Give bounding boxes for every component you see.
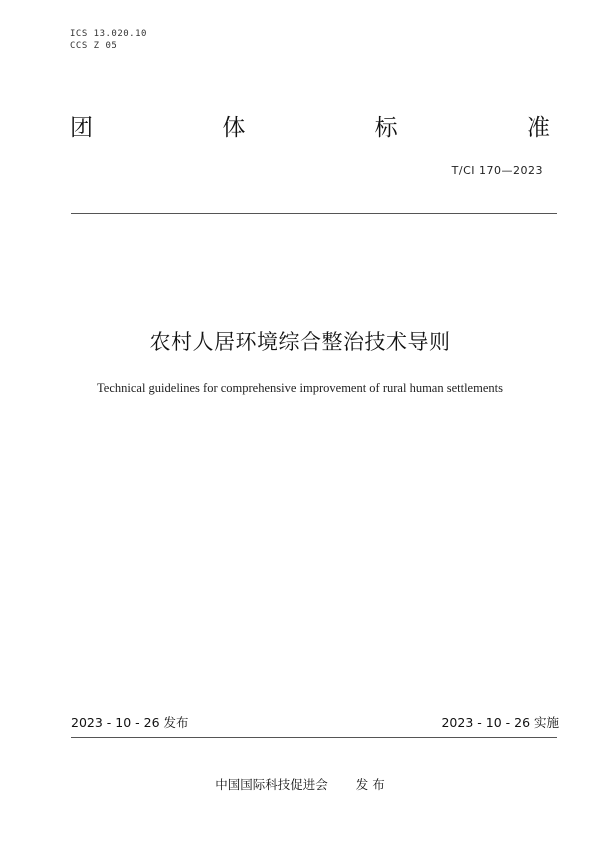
publisher-action: 发 布: [355, 777, 385, 792]
footer-divider: [71, 737, 557, 738]
standard-type-heading: [70, 112, 550, 144]
publisher-name: 中国国际科技促进会: [215, 777, 328, 792]
standard-type-char: 标: [374, 115, 398, 141]
standard-number: T/CI 170—2023: [451, 164, 543, 177]
header-divider: [71, 213, 557, 214]
standard-type-char: 准: [526, 115, 550, 141]
classification-codes: [70, 28, 147, 52]
standard-type-char: 团: [70, 115, 93, 141]
publisher-line: [0, 777, 600, 793]
title-english: Technical guidelines for comprehensive improvement of rural human settlements: [97, 381, 503, 395]
ccs-code: CCS Z 05: [70, 41, 118, 51]
implementation-date: 2023 - 10 - 26 实施: [441, 715, 559, 730]
title-chinese: 农村人居环境综合整治技术导则: [149, 330, 451, 354]
standard-type-char: 体: [222, 115, 246, 141]
ics-code: ICS 13.020.10: [70, 29, 147, 39]
issue-date: 2023 - 10 - 26 发布: [71, 715, 189, 730]
